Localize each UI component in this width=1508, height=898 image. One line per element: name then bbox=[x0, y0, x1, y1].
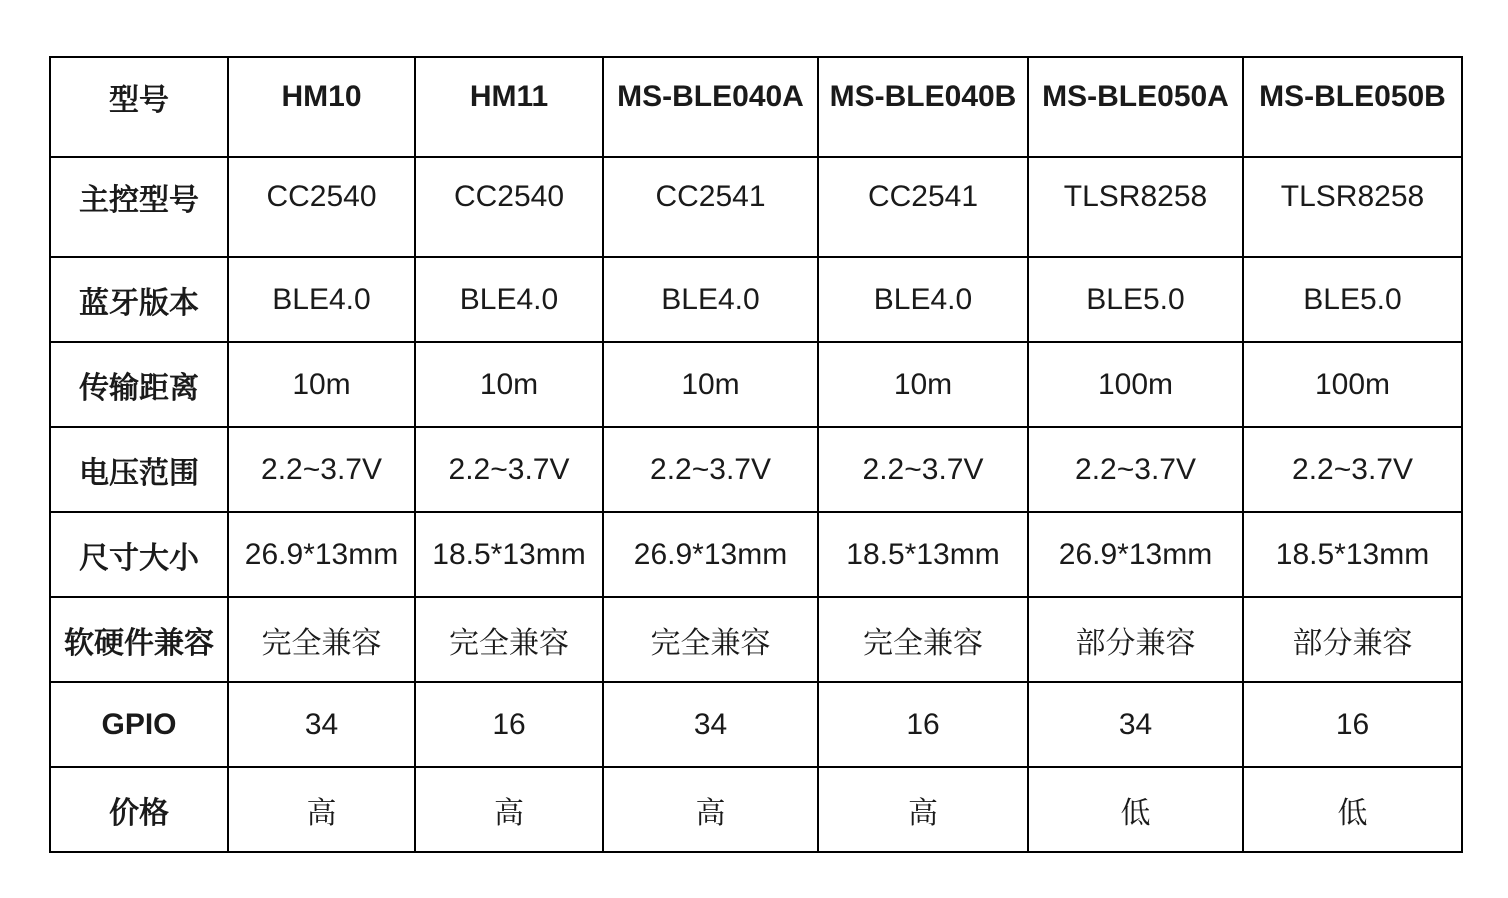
data-cell: 高 bbox=[415, 767, 603, 852]
data-cell: BLE4.0 bbox=[818, 257, 1028, 342]
data-cell: BLE4.0 bbox=[228, 257, 415, 342]
data-cell: 26.9*13mm bbox=[603, 512, 818, 597]
table-header-row bbox=[50, 57, 1462, 157]
row-label-compatibility: 软硬件兼容 bbox=[50, 597, 228, 682]
data-cell: 100m bbox=[1028, 342, 1243, 427]
data-cell: TLSR8258 bbox=[1028, 157, 1243, 257]
table-row-size bbox=[50, 512, 1462, 597]
header-cell-msble040a: MS-BLE040A bbox=[603, 57, 818, 157]
table-row-mcu bbox=[50, 157, 1462, 257]
data-cell: 18.5*13mm bbox=[1243, 512, 1462, 597]
data-cell: 完全兼容 bbox=[415, 597, 603, 682]
data-cell: 2.2~3.7V bbox=[1243, 427, 1462, 512]
data-cell: BLE5.0 bbox=[1028, 257, 1243, 342]
data-cell: 高 bbox=[818, 767, 1028, 852]
row-label-gpio: GPIO bbox=[50, 682, 228, 767]
data-cell: 2.2~3.7V bbox=[415, 427, 603, 512]
data-cell: 100m bbox=[1243, 342, 1462, 427]
data-cell: BLE4.0 bbox=[415, 257, 603, 342]
data-cell: 2.2~3.7V bbox=[228, 427, 415, 512]
row-label-size: 尺寸大小 bbox=[50, 512, 228, 597]
data-cell: 2.2~3.7V bbox=[603, 427, 818, 512]
data-cell: TLSR8258 bbox=[1243, 157, 1462, 257]
header-cell-hm11: HM11 bbox=[415, 57, 603, 157]
data-cell: 18.5*13mm bbox=[415, 512, 603, 597]
data-cell: CC2540 bbox=[415, 157, 603, 257]
data-cell: 高 bbox=[603, 767, 818, 852]
table-row-range bbox=[50, 342, 1462, 427]
table-row-compatibility bbox=[50, 597, 1462, 682]
table-row-ble-version bbox=[50, 257, 1462, 342]
header-cell-msble050a: MS-BLE050A bbox=[1028, 57, 1243, 157]
table-row-voltage bbox=[50, 427, 1462, 512]
row-label-price: 价格 bbox=[50, 767, 228, 852]
data-cell: 34 bbox=[228, 682, 415, 767]
data-cell: 2.2~3.7V bbox=[818, 427, 1028, 512]
data-cell: 低 bbox=[1028, 767, 1243, 852]
row-label-range: 传输距离 bbox=[50, 342, 228, 427]
header-cell-msble050b: MS-BLE050B bbox=[1243, 57, 1462, 157]
table-row-price bbox=[50, 767, 1462, 852]
data-cell: 26.9*13mm bbox=[1028, 512, 1243, 597]
row-label-ble-version: 蓝牙版本 bbox=[50, 257, 228, 342]
header-cell-hm10: HM10 bbox=[228, 57, 415, 157]
row-label-mcu: 主控型号 bbox=[50, 157, 228, 257]
row-label-voltage: 电压范围 bbox=[50, 427, 228, 512]
data-cell: CC2540 bbox=[228, 157, 415, 257]
data-cell: CC2541 bbox=[818, 157, 1028, 257]
data-cell: 完全兼容 bbox=[818, 597, 1028, 682]
data-cell: 高 bbox=[228, 767, 415, 852]
data-cell: 部分兼容 bbox=[1028, 597, 1243, 682]
data-cell: 部分兼容 bbox=[1243, 597, 1462, 682]
data-cell: 16 bbox=[818, 682, 1028, 767]
data-cell: 18.5*13mm bbox=[818, 512, 1028, 597]
data-cell: 完全兼容 bbox=[603, 597, 818, 682]
data-cell: 34 bbox=[1028, 682, 1243, 767]
data-cell: 低 bbox=[1243, 767, 1462, 852]
header-cell-model-label: 型号 bbox=[50, 57, 228, 157]
data-cell: 26.9*13mm bbox=[228, 512, 415, 597]
table-row-gpio bbox=[50, 682, 1462, 767]
data-cell: CC2541 bbox=[603, 157, 818, 257]
data-cell: BLE4.0 bbox=[603, 257, 818, 342]
data-cell: 2.2~3.7V bbox=[1028, 427, 1243, 512]
data-cell: 完全兼容 bbox=[228, 597, 415, 682]
data-cell: 10m bbox=[228, 342, 415, 427]
data-cell: 10m bbox=[603, 342, 818, 427]
data-cell: 16 bbox=[415, 682, 603, 767]
data-cell: BLE5.0 bbox=[1243, 257, 1462, 342]
data-cell: 10m bbox=[818, 342, 1028, 427]
header-cell-msble040b: MS-BLE040B bbox=[818, 57, 1028, 157]
data-cell: 10m bbox=[415, 342, 603, 427]
comparison-table bbox=[49, 56, 1463, 853]
data-cell: 16 bbox=[1243, 682, 1462, 767]
data-cell: 34 bbox=[603, 682, 818, 767]
